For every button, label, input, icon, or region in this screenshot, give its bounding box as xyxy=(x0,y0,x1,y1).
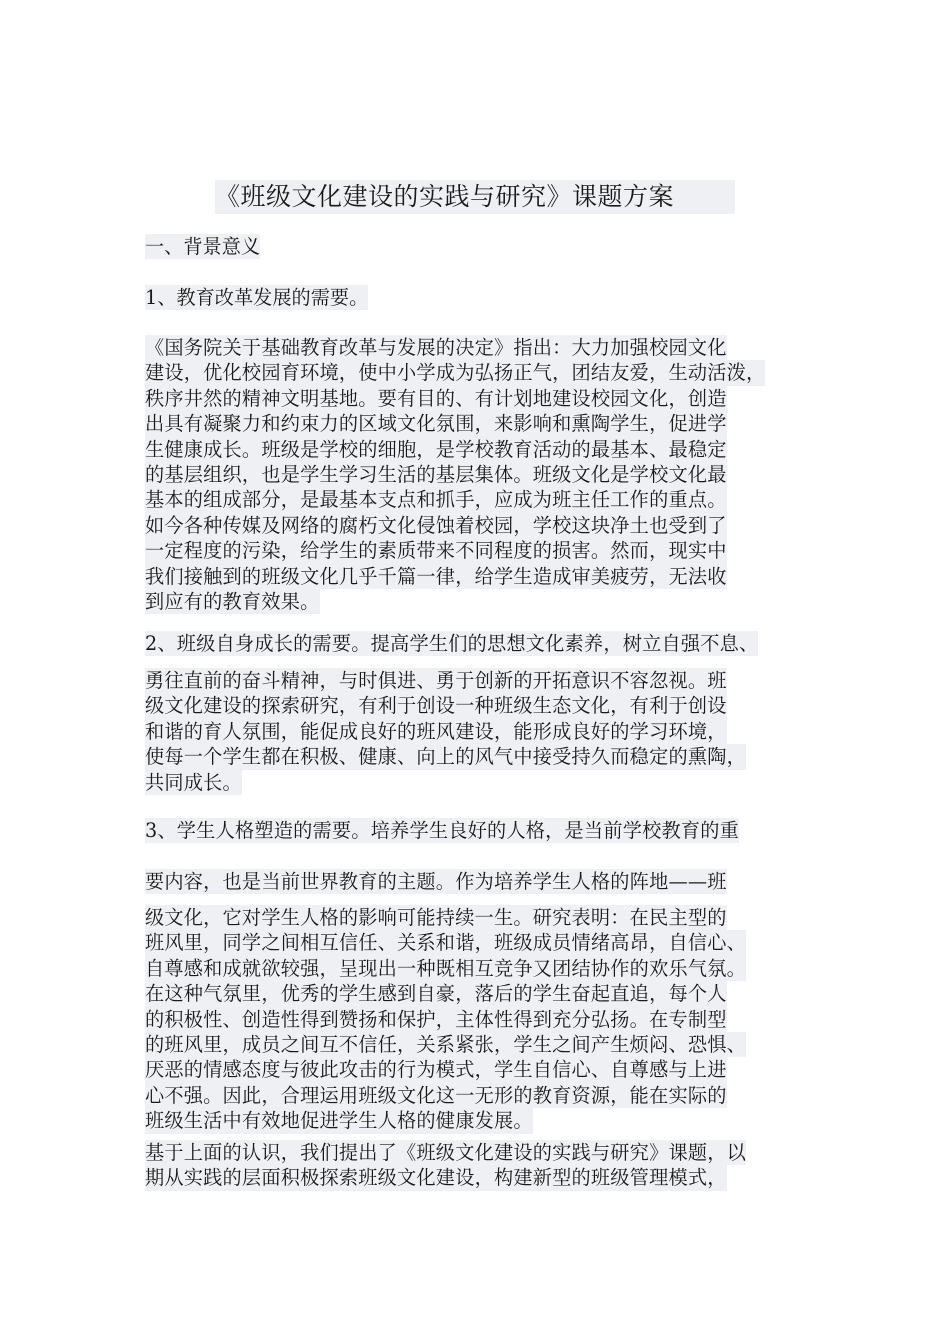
text-line: 厌恶的情感态度与彼此攻击的行为模式，学生自信心、自尊感与上进 xyxy=(145,1058,727,1082)
text-line: 基本的组成部分，是最基本支点和抓手，应成为班主任工作的重点。 xyxy=(145,488,727,512)
paragraph-project-proposal xyxy=(145,1140,830,1191)
paragraph-class-growth-first-line xyxy=(145,631,830,656)
text-line: 的基层组织，也是学生学习生活的基层集体。班级文化是学校文化最 xyxy=(145,462,727,486)
text-line: 心不强。因此，合理运用班级文化这一无形的教育资源，能在实际的 xyxy=(145,1083,727,1107)
text-line: 使每一个学生都在积极、健康、向上的风气中接受持久而稳定的熏陶， xyxy=(145,745,747,769)
text-line: 如今各种传媒及网络的腐朽文化侵蚀着校园，学校这块净土也受到了 xyxy=(145,513,727,537)
text-line: 《国务院关于基础教育改革与发展的决定》指出：大力加强校园文化 xyxy=(145,336,727,359)
text-line: 班级生活中有效地促进学生人格的健康发展。 xyxy=(145,1109,533,1133)
subsection-heading-education-reform: 1、教育改革发展的需要。 xyxy=(145,286,369,309)
text-line: 到应有的教育效果。 xyxy=(145,589,320,613)
paragraph-education-reform xyxy=(145,335,830,614)
section-heading-background: 一、背景意义 xyxy=(145,235,261,258)
text-line: 和谐的育人氛围，能促成良好的班风建设，能形成良好的学习环境， xyxy=(145,719,727,743)
text-line: 我们接触到的班级文化几乎千篇一律，给学生造成审美疲劳，无法收 xyxy=(145,564,727,588)
text-line: 共同成长。 xyxy=(145,770,242,794)
paragraph-personality-first-line xyxy=(145,818,830,843)
text-line: 期从实践的层面积极探索班级文化建设，构建新型的班级管理模式， xyxy=(145,1166,727,1190)
text-line: 秩序井然的精神文明基地。要有目的、有计划地建设校园文化，创造 xyxy=(145,386,727,410)
text-line: 勇往直前的奋斗精神，与时俱进、勇于创新的开拓意识不容忽视。班 xyxy=(145,669,727,692)
text-line: 2、班级自身成长的需要。提高学生们的思想文化素养，树立自强不息、 xyxy=(145,632,759,655)
text-line: 建设，优化校园育环境，使中小学成为弘扬正气，团结友爱，生动活泼， xyxy=(145,361,766,385)
text-line: 级文化建设的探索研究，有利于创设一种班级生态文化，有利于创设 xyxy=(145,694,727,718)
text-line: 3、学生人格塑造的需要。培养学生良好的人格，是当前学校教育的重 xyxy=(145,819,740,842)
text-line: 要内容，也是当前世界教育的主题。作为培养学生人格的阵地——班 xyxy=(145,870,727,893)
text-line: 基于上面的认识，我们提出了《班级文化建设的实践与研究》课题，以 xyxy=(145,1141,747,1164)
document-title: 《班级文化建设的实践与研究》课题方案 xyxy=(215,180,735,214)
text-line: 出具有凝聚力和约束力的区域文化氛围，来影响和熏陶学生，促进学 xyxy=(145,412,727,436)
text-line: 班风里，同学之间相互信任、关系和谐，班级成员情绪高昂，自信心、 xyxy=(145,931,747,955)
text-line: 的积极性、创造性得到赞扬和保护，主体性得到充分弘扬。在专制型 xyxy=(145,1007,727,1031)
text-line: 级文化，它对学生人格的影响可能持续一生。研究表明：在民主型的 xyxy=(145,906,727,929)
text-line: 一定程度的污染，给学生的素质带来不同程度的损害。然而，现实中 xyxy=(145,539,727,563)
text-line: 在这种气氛里，优秀的学生感到自豪，落后的学生奋起直追，每个人 xyxy=(145,982,727,1006)
paragraph-class-growth xyxy=(145,668,830,795)
paragraph-personality xyxy=(145,905,830,1134)
text-line: 生健康成长。班级是学校的细胞，是学校教育活动的最基本、最稳定 xyxy=(145,437,727,461)
paragraph-personality-second-line xyxy=(145,869,830,894)
text-line: 的班风里，成员之间互不信任，关系紧张，学生之间产生烦闷、恐惧、 xyxy=(145,1032,747,1056)
text-line: 自尊感和成就欲较强，呈现出一种既相互竞争又团结协作的欢乐气氛。 xyxy=(145,956,747,980)
